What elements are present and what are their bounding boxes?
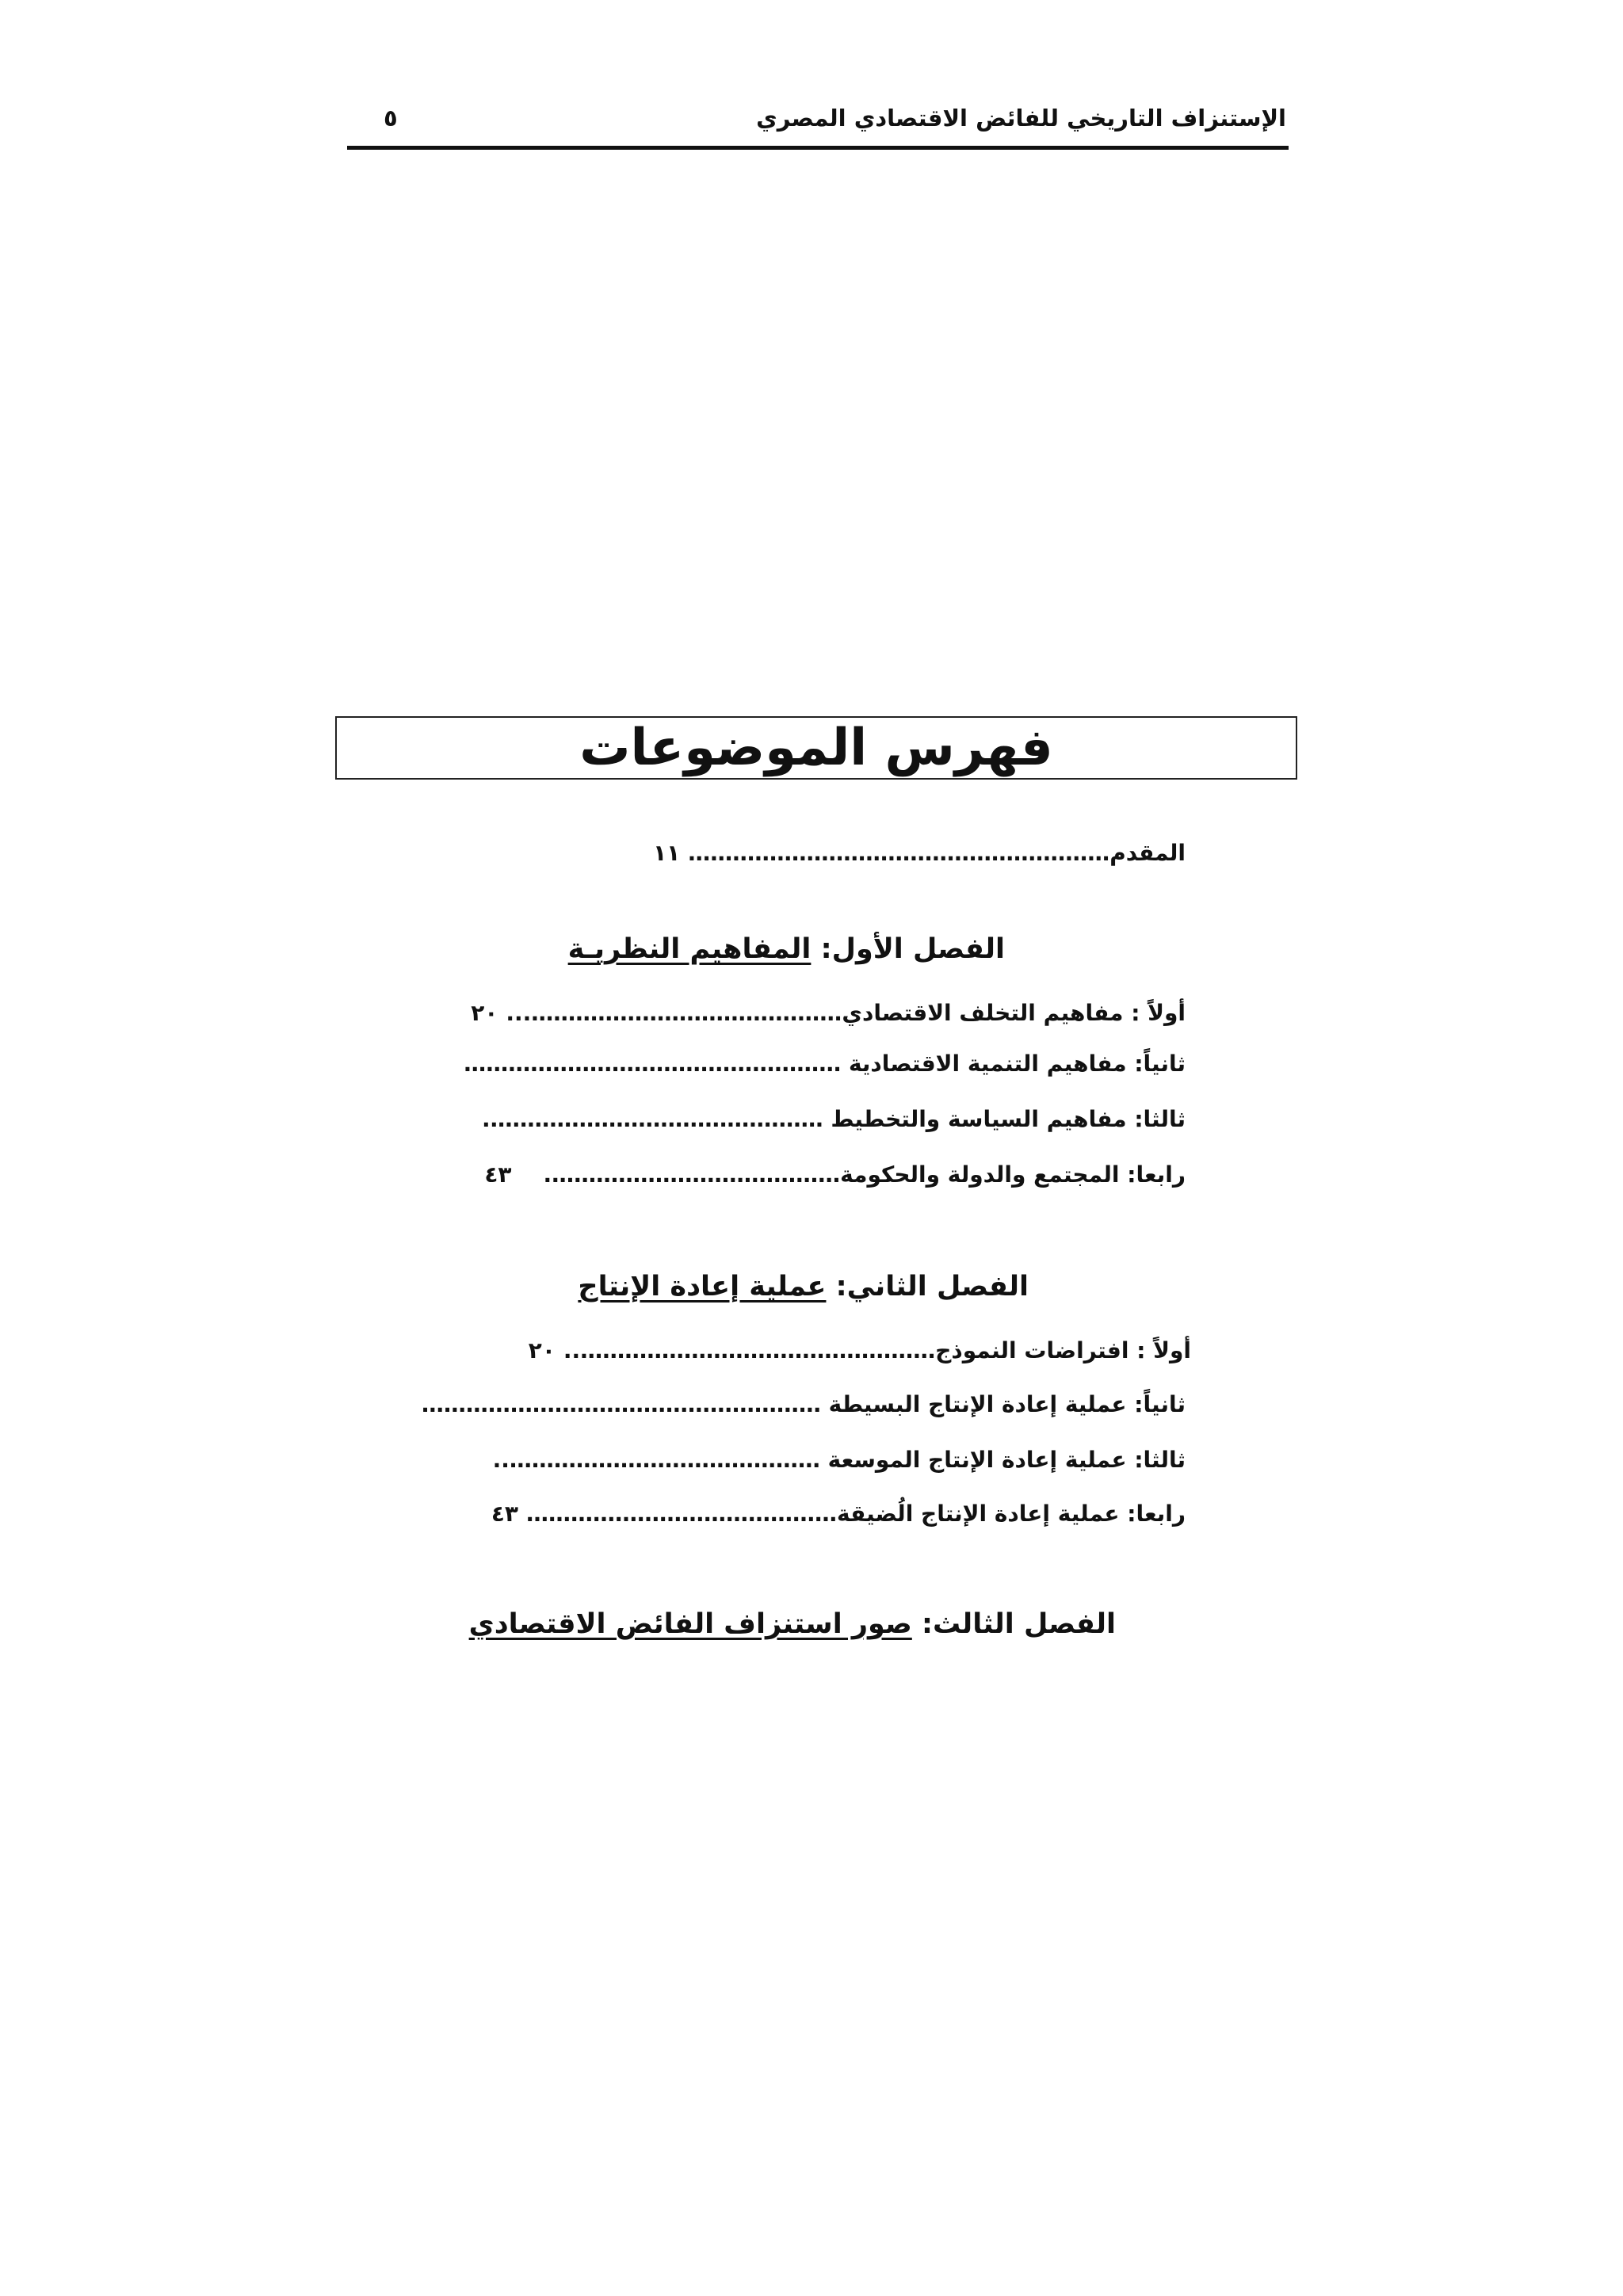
toc-entry — [471, 1000, 1186, 1026]
toc-entry-label: ثالثا: عملية إعادة الإنتاج الموسعة — [827, 1447, 1186, 1473]
toc-entry-label: ثانياً: عملية إعادة الإنتاج البسيطة — [828, 1391, 1186, 1417]
toc-entry — [485, 1447, 1186, 1473]
toc-entry-leader: …………………………………….. — [492, 1447, 820, 1473]
chapter-prefix: الفصل الأول: — [820, 933, 1005, 965]
toc-entry-page: ٤٣ — [491, 1501, 519, 1527]
toc-title: فهرس الموضوعات — [579, 719, 1053, 777]
toc-entry — [484, 1161, 1186, 1188]
toc-entry-leader: ………………………………………………… — [688, 840, 1110, 866]
toc-entry-leader: …………………………………… — [526, 1501, 838, 1527]
toc-entry-leader: ……………………………………... — [506, 1000, 842, 1026]
toc-entry-leader: …………………………………………… — [464, 1051, 842, 1077]
toc-entry — [414, 1391, 1186, 1417]
toc-entry-intro — [653, 840, 1186, 866]
toc-entry-label: المقدم — [1109, 840, 1186, 866]
chapter-2-heading — [578, 1271, 1029, 1302]
toc-entry-leader: ………………………………………….. — [563, 1337, 936, 1363]
toc-entry-leader: …………………………………. — [543, 1161, 841, 1188]
chapter-3-heading — [469, 1608, 1116, 1640]
page-number: ٥ — [384, 105, 398, 132]
chapter-name: عملية إعادة الإنتاج — [578, 1271, 827, 1302]
toc-entry — [456, 1051, 1186, 1077]
toc-entry-label: ثانياً: مفاهيم التنمية الاقتصادية — [848, 1051, 1186, 1077]
toc-entry — [474, 1106, 1186, 1132]
chapter-name: المفاهيم النظريـة — [567, 933, 812, 965]
toc-entry-leader: ……………………………………………… — [421, 1391, 821, 1417]
toc-entry-label: أولاً : افتراضات النموذج — [935, 1337, 1191, 1363]
chapter-prefix: الفصل الثالث: — [922, 1608, 1116, 1640]
toc-entry-label: أولاً : مفاهيم التخلف الاقتصادي — [842, 1000, 1186, 1026]
toc-entry-leader: ………………………………………. — [482, 1106, 823, 1132]
toc-entry-page: ٢٠ — [471, 1000, 498, 1026]
toc-entry — [491, 1501, 1186, 1527]
running-header-title: الإستنزاف التاريخي للفائض الاقتصادي المصري — [756, 105, 1286, 132]
toc-entry-label: رابعا: المجتمع والدولة والحكومة — [840, 1161, 1186, 1188]
chapter-prefix: الفصل الثاني: — [835, 1271, 1029, 1302]
toc-entry-page: ٢٠ — [528, 1337, 556, 1363]
chapter-1-heading — [568, 933, 1005, 965]
toc-entry-page: ٤٣ — [484, 1161, 512, 1188]
toc-entry-page: ١١ — [653, 840, 681, 866]
header-rule — [347, 146, 1289, 150]
toc-entry — [529, 1337, 1191, 1363]
toc-title-box — [335, 716, 1297, 780]
chapter-name: صور استنزاف الفائض الاقتصادي — [468, 1608, 912, 1640]
toc-entry-label: رابعا: عملية إعادة الإنتاج الُضيقة — [837, 1501, 1186, 1527]
toc-entry-label: ثالثا: مفاهيم السياسة والتخطيط — [831, 1106, 1186, 1132]
